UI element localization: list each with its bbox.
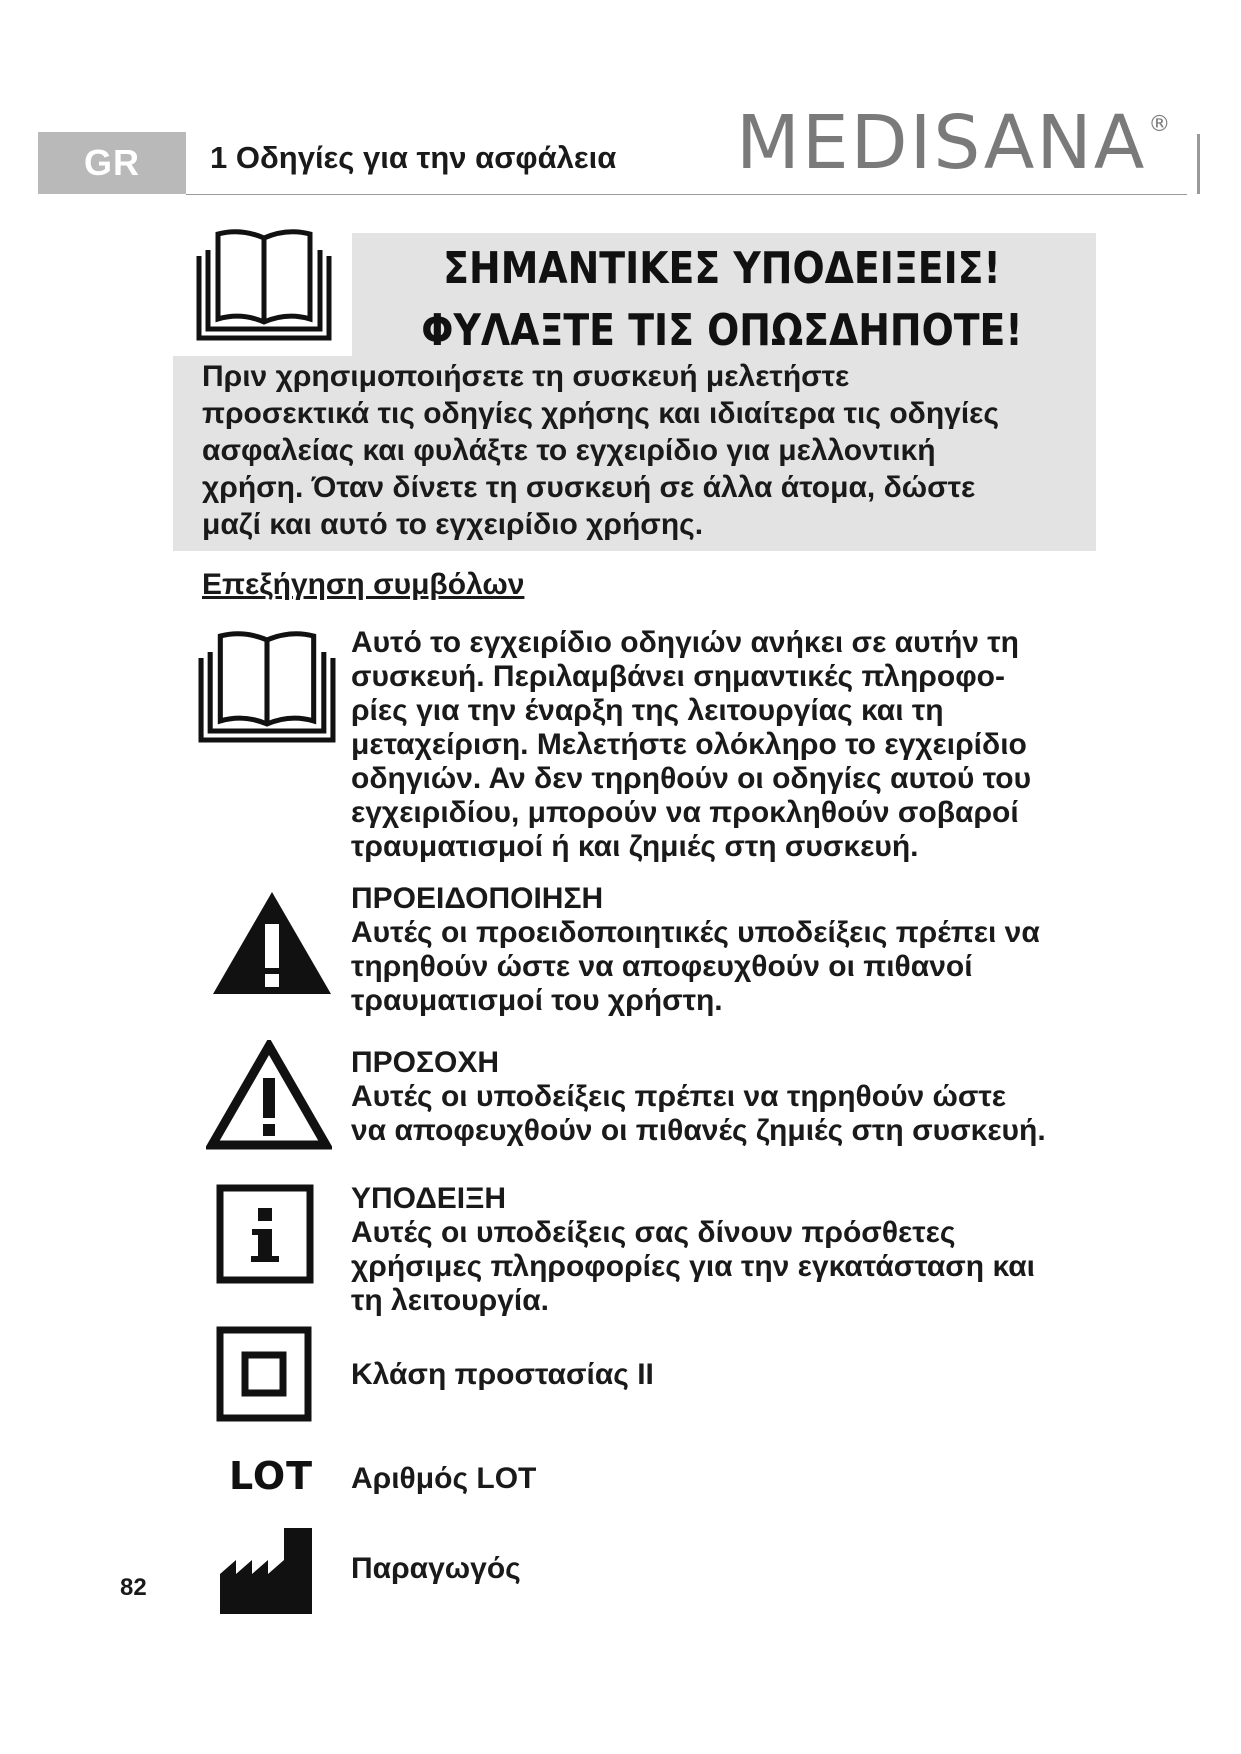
description-line: Αυτό το εγχειρίδιο οδηγιών ανήκει σε αυτήν τη xyxy=(351,626,1019,659)
caution-symbol-description xyxy=(351,1046,1141,1148)
manual-symbol-description xyxy=(351,626,1141,864)
book-icon xyxy=(196,226,332,342)
description-line: χρήσιμες πληροφορίες για την εγκατάσταση και xyxy=(351,1250,1035,1283)
protection-class-description: Κλάση προστασίας II xyxy=(351,1358,654,1391)
warning-heading: ΠΡΟΕΙΔΟΠΟΙΗΣΗ xyxy=(351,882,604,915)
manufacturer-icon xyxy=(218,1526,314,1616)
important-body-line: Πριν χρησιμοποιήσετε τη συσκευή μελετήστε xyxy=(202,360,850,393)
protection-class-ii-icon xyxy=(216,1326,312,1422)
lot-description: Αριθμός LOT xyxy=(351,1462,537,1495)
important-body-line: μαζί και αυτό το εγχειρίδιο χρήσης. xyxy=(202,508,704,541)
description-line: Αυτές οι προειδοποιητικές υποδείξεις πρέπει να xyxy=(351,916,1040,949)
note-heading: ΥΠΟΔΕΙΞΗ xyxy=(351,1182,507,1215)
lot-icon: LOT xyxy=(229,1454,314,1498)
description-line: οδηγιών. Αν δεν τηρηθούν οι οδηγίες αυτού του xyxy=(351,762,1032,795)
description-line: μεταχείριση. Μελετήστε ολόκληρο το εγχειρίδιο xyxy=(351,728,1027,761)
description-line: τραυματισμοί ή και ζημιές στη συσκευή. xyxy=(351,830,919,863)
section-title: 1 Οδηγίες για την ασφάλεια xyxy=(210,140,617,175)
important-body xyxy=(202,358,1102,543)
registered-mark: ® xyxy=(1148,112,1173,137)
description-line: τηρηθούν ώστε να αποφευχθούν οι πιθανοί xyxy=(351,950,973,983)
symbols-heading: Επεξήγηση συμβόλων xyxy=(202,568,525,601)
description-line: τη λειτουργία. xyxy=(351,1284,550,1317)
description-line: συσκευή. Περιλαμβάνει σημαντικές πληροφο- xyxy=(351,660,1005,693)
warning-filled-icon xyxy=(211,890,333,996)
language-tab: GR xyxy=(38,132,186,194)
description-line: να αποφευχθούν οι πιθανές ζημιές στη συσκευή. xyxy=(351,1114,1046,1147)
important-title-line-1: ΣΗΜΑΝΤΙΚΕΣ ΥΠΟΔΕΙΞΕΙΣ! xyxy=(443,243,1001,294)
important-body-line: προσεκτικά τις οδηγίες χρήσης και ιδιαίτερα τις οδηγίες xyxy=(202,397,1000,430)
description-line: ρίες για την έναρξη της λειτουργίας και τη xyxy=(351,694,944,727)
page-edge-marker xyxy=(1197,134,1200,194)
description-line: εγχειριδίου, μπορούν να προκληθούν σοβαροί xyxy=(351,796,1019,829)
manufacturer-description: Παραγωγός xyxy=(351,1552,521,1585)
description-line: Αυτές οι υποδείξεις σας δίνουν πρόσθετες xyxy=(351,1216,956,1249)
brand-name: MEDISANA xyxy=(736,100,1147,186)
header-divider xyxy=(186,194,1187,195)
important-title-line-2: ΦΥΛΑΞΤΕ ΤΙΣ ΟΠΩΣΔΗΠΟΤΕ! xyxy=(421,305,1023,356)
brand-logo xyxy=(736,100,1173,186)
note-symbol-description xyxy=(351,1182,1141,1318)
info-icon xyxy=(216,1184,314,1284)
book-icon xyxy=(198,628,336,744)
important-body-line: χρήση. Όταν δίνετε τη συσκευή σε άλλα άτομα, δώστε xyxy=(202,471,976,504)
caution-heading: ΠΡΟΣΟΧΗ xyxy=(351,1046,500,1079)
description-line: τραυματισμοί του χρήστη. xyxy=(351,984,723,1017)
description-line: Αυτές οι υποδείξεις πρέπει να τηρηθούν ώστε xyxy=(351,1080,1007,1113)
warning-symbol-description xyxy=(351,882,1141,1018)
important-title xyxy=(404,238,1040,362)
important-body-line: ασφαλείας και φυλάξτε το εγχειρίδιο για μελλοντική xyxy=(202,434,936,467)
caution-outline-icon xyxy=(206,1040,332,1150)
page-number: 82 xyxy=(120,1574,147,1601)
